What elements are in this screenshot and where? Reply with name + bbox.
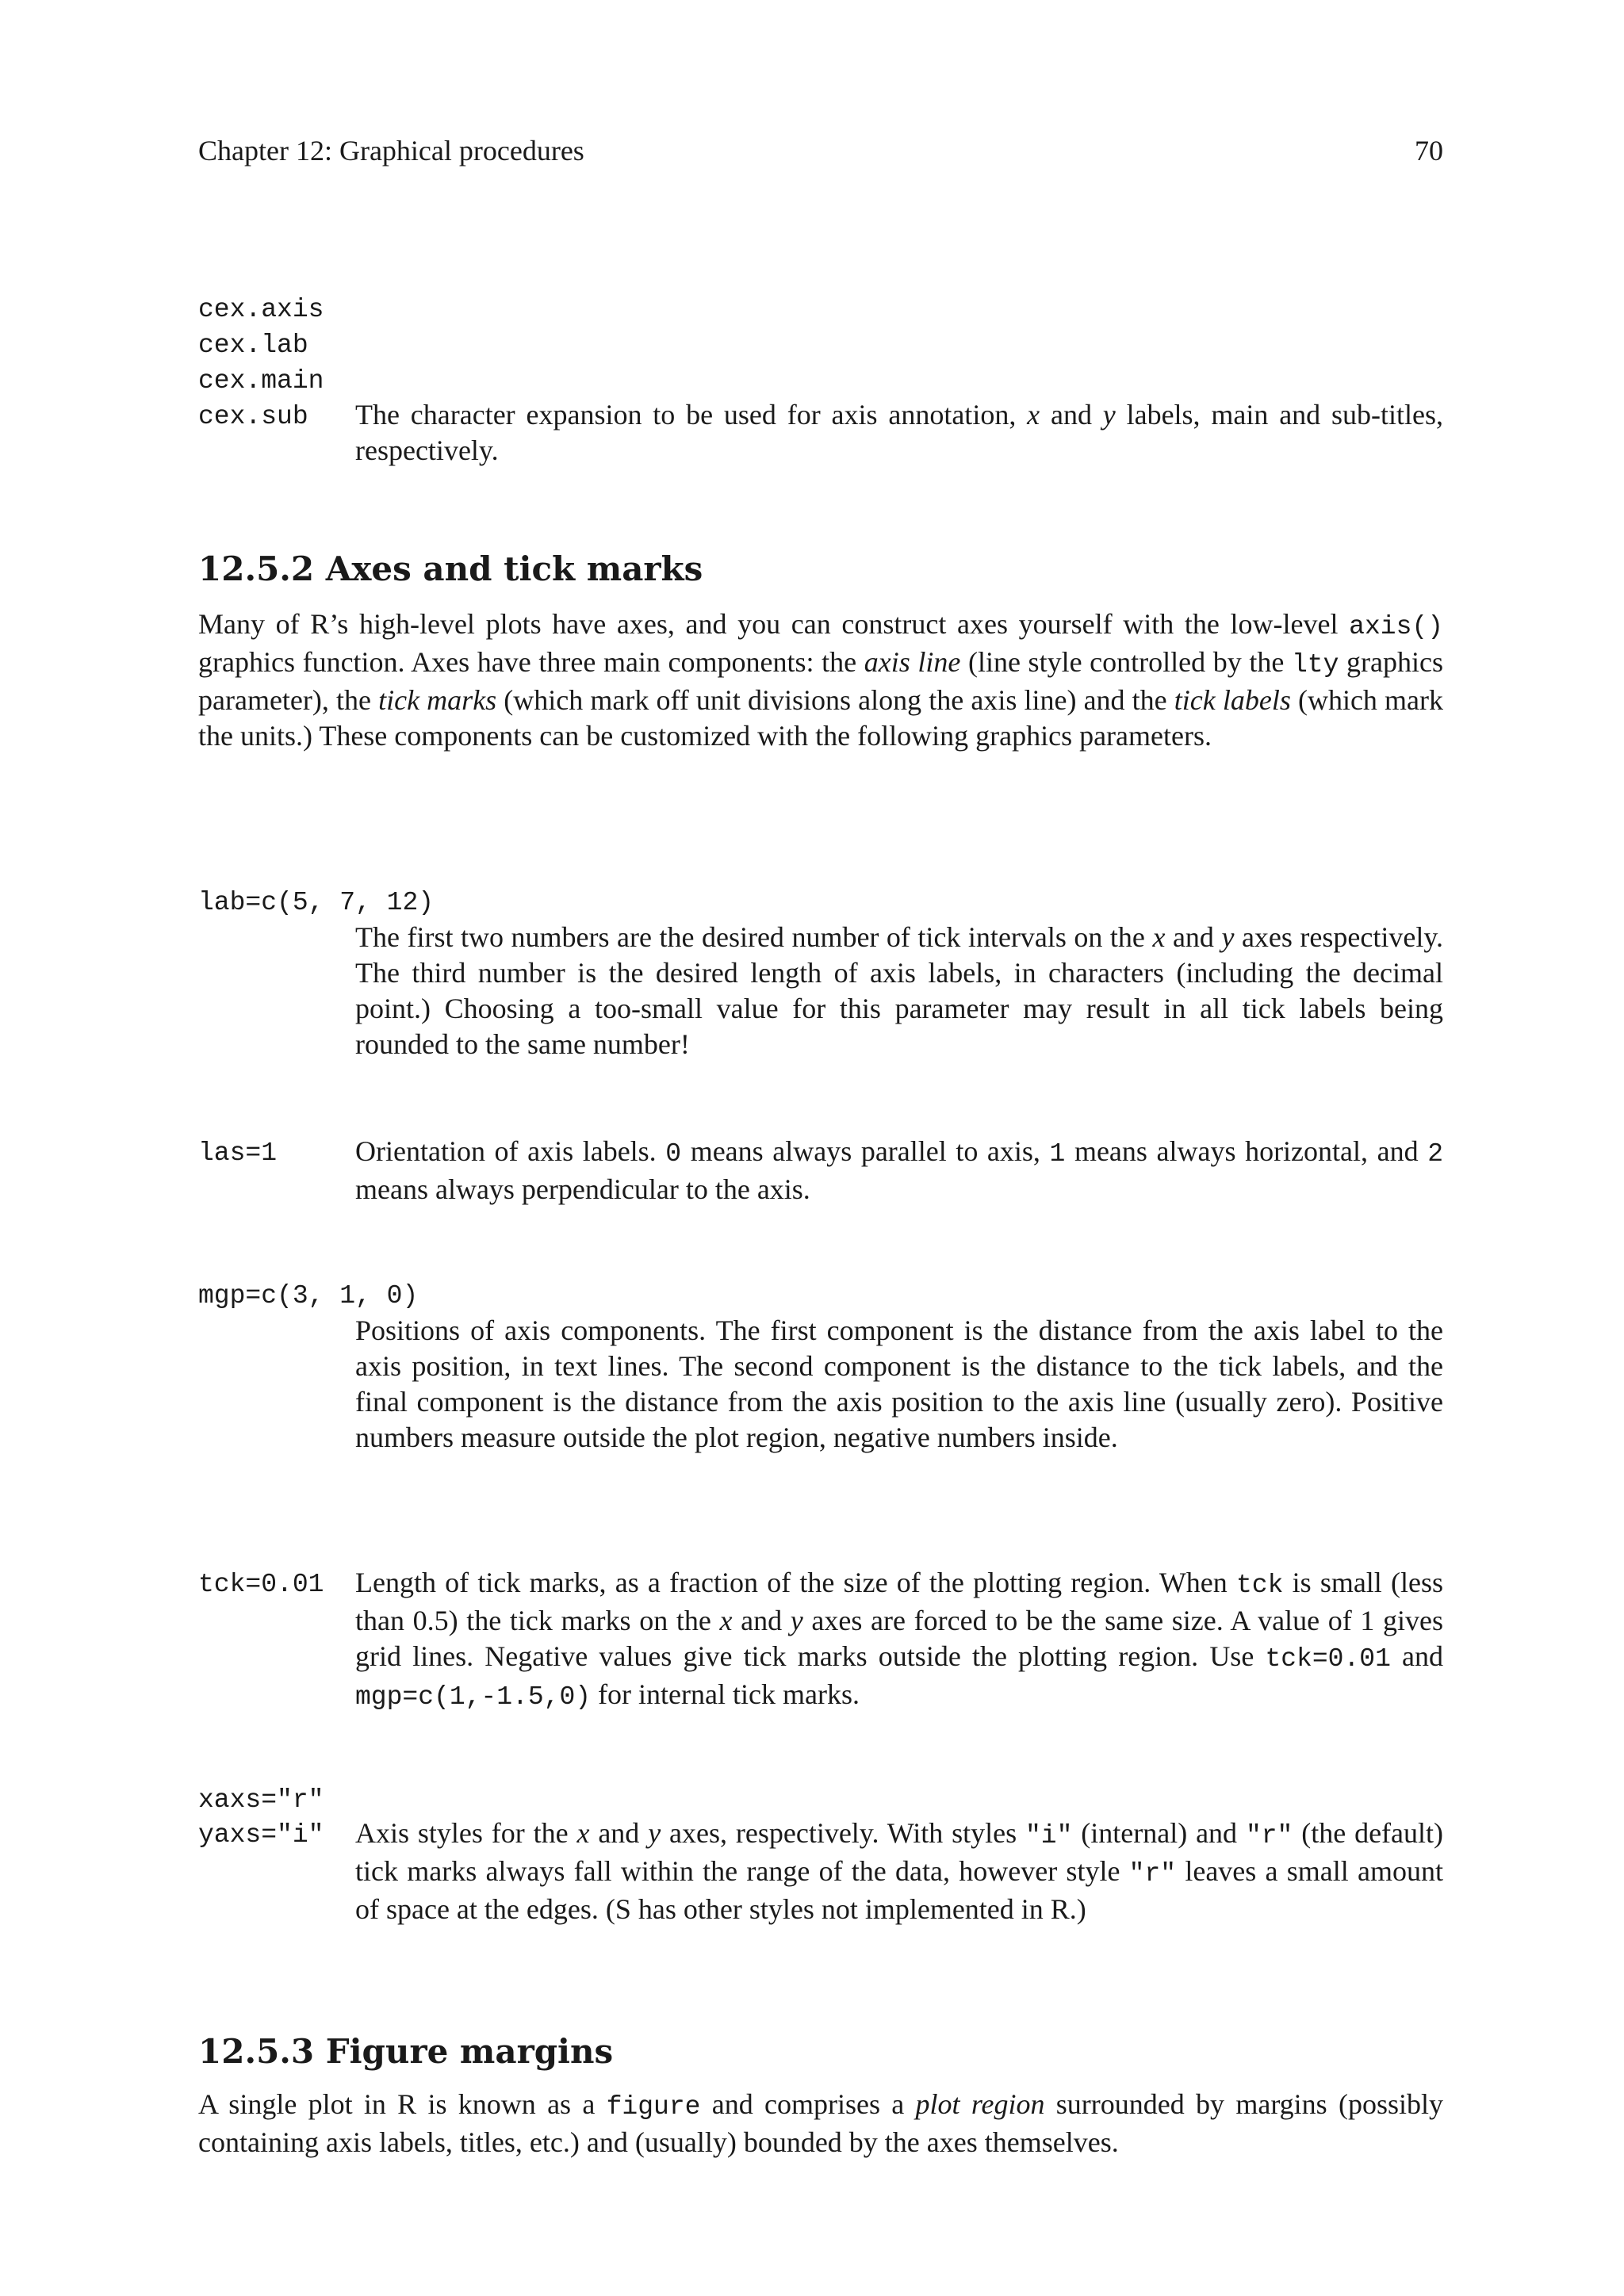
- axes-intro-paragraph: Many of R’s high-level plots have axes, and you can construct axes yourself with the low-level axis() graphics function. Axes have three main components: the axis line (line style controlled by the lty graphics parameter), the tick marks (which mark off unit divisions along the axis line) and the tick labels (which mark the units.) These components can be customized with the following graphics parameters.: [198, 608, 1444, 752]
- term-cex-lab: cex.lab: [198, 331, 308, 360]
- tck-description: Length of tick marks, as a fraction of the size of the plotting region. When tck is small (less than 0.5) the tick marks on the x and y axes are forced to be the same size. A value of 1 gives grid lines. Negative values give tick marks outside the plotting region. Use tck=0.01 and mgp=c(1,-1.5,0) for internal tick marks.: [355, 1567, 1444, 1712]
- term-cex-axis: cex.axis: [198, 295, 324, 324]
- term-xaxs: xaxs="r": [198, 1785, 324, 1815]
- term-cex-main: cex.main: [198, 366, 324, 396]
- term-tck: tck=0.01: [198, 1570, 324, 1599]
- margins-intro-paragraph: A single plot in R is known as a figure and comprises a plot region surrounded by margins (possibly containing axis labels, titles, etc.) and (usually) bounded by the axes themselves.: [198, 2088, 1443, 2158]
- las-description: Orientation of axis labels. 0 means always parallel to axis, 1 means always horizontal, and 2 means always perpendicular to the axis.: [355, 1135, 1443, 1205]
- term-cex-sub: cex.sub: [198, 402, 308, 431]
- section-heading-margins: 12.5.3 Figure margins: [198, 2032, 614, 2071]
- term-mgp: mgp=c(3, 1, 0): [198, 1281, 419, 1311]
- cex-description: The character expansion to be used for axis annotation, x and y labels, main and sub-titles, respectively.: [355, 399, 1443, 466]
- section-heading-axes: 12.5.2 Axes and tick marks: [198, 549, 703, 588]
- axs-description: Axis styles for the x and y axes, respectively. With styles "i" (internal) and "r" (the default) tick marks always fall within the range of the data, however style "r" leaves a small amount of space at the edges. (S has other styles not implemented in R.): [355, 1817, 1444, 1925]
- term-lab: lab=c(5, 7, 12): [198, 888, 435, 917]
- term-yaxs: yaxs="i": [198, 1820, 324, 1850]
- chapter-title: Chapter 12: Graphical procedures: [198, 135, 584, 166]
- term-las: las=1: [198, 1138, 278, 1168]
- mgp-description: Positions of axis components. The first component is the distance from the axis label to the axis position, in text lines. The second component is the distance to the tick labels, and the final component is the distance from the axis position to the axis line (usually zero). Positive numbers measure outside the plot region, negative numbers inside.: [355, 1314, 1443, 1453]
- running-header: [198, 130, 1443, 171]
- lab-description: The first two numbers are the desired number of tick intervals on the x and y axes respectively. The third number is the desired length of axis labels, in characters (including the decimal point.) Choosing a too-small value for this parameter may result in all tick labels being rounded to the same number!: [355, 921, 1444, 1060]
- page-number: 70: [1415, 135, 1443, 166]
